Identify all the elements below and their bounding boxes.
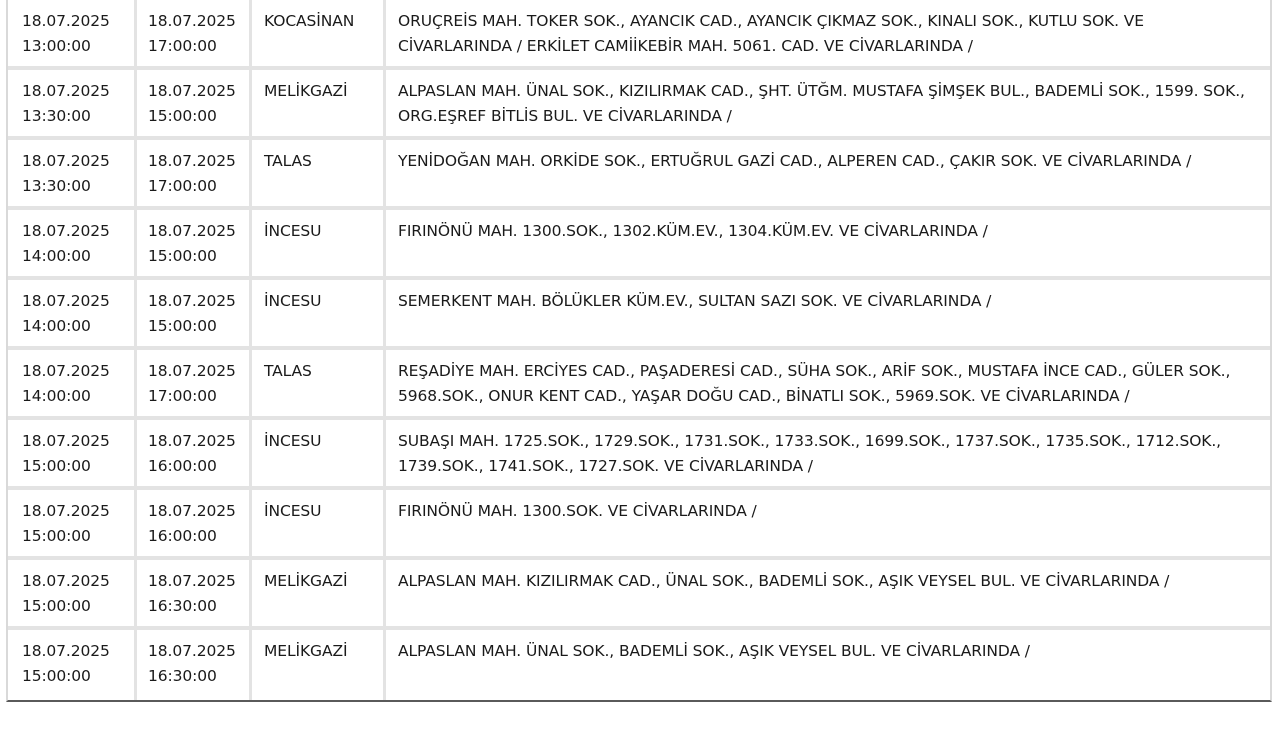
outage-table — [6, 0, 1272, 702]
start-time: 14:00:00 — [22, 317, 91, 335]
end-date: 18.07.2025 — [148, 152, 236, 170]
end-datetime-cell — [137, 420, 252, 490]
end-date: 18.07.2025 — [148, 362, 236, 380]
start-time: 14:00:00 — [22, 247, 91, 265]
end-date: 18.07.2025 — [148, 292, 236, 310]
start-time: 15:00:00 — [22, 597, 91, 615]
end-datetime-cell — [137, 490, 252, 560]
end-time: 16:30:00 — [148, 597, 217, 615]
end-time: 16:00:00 — [148, 457, 217, 475]
start-datetime-cell — [8, 630, 137, 700]
end-time: 17:00:00 — [148, 37, 217, 55]
end-time: 16:00:00 — [148, 527, 217, 545]
district-cell: İNCESU — [252, 280, 386, 350]
start-time: 13:30:00 — [22, 177, 91, 195]
end-time: 15:00:00 — [148, 247, 217, 265]
start-date: 18.07.2025 — [22, 502, 110, 520]
end-time: 16:30:00 — [148, 667, 217, 685]
table-row — [8, 280, 1270, 350]
start-time: 13:30:00 — [22, 107, 91, 125]
district-cell: İNCESU — [252, 210, 386, 280]
start-date: 18.07.2025 — [22, 362, 110, 380]
end-time: 15:00:00 — [148, 107, 217, 125]
end-time: 17:00:00 — [148, 177, 217, 195]
end-datetime-cell — [137, 140, 252, 210]
address-cell: FIRINÖNÜ MAH. 1300.SOK. VE CİVARLARINDA / — [386, 490, 1270, 560]
address-cell: REŞADİYE MAH. ERCİYES CAD., PAŞADERESİ CAD., SÜHA SOK., ARİF SOK., MUSTAFA İNCE CAD., GÜLER SOK., 5968.SOK., ONUR KENT CAD., YAŞAR DOĞU CAD., BİNATLI SOK., 5969.SOK. VE CİVARLARINDA / — [386, 350, 1270, 420]
start-date: 18.07.2025 — [22, 642, 110, 660]
end-time: 17:00:00 — [148, 387, 217, 405]
end-date: 18.07.2025 — [148, 642, 236, 660]
start-time: 15:00:00 — [22, 457, 91, 475]
end-datetime-cell — [137, 630, 252, 700]
end-date: 18.07.2025 — [148, 502, 236, 520]
table-row — [8, 210, 1270, 280]
table-row — [8, 140, 1270, 210]
end-time: 15:00:00 — [148, 317, 217, 335]
table-row — [8, 70, 1270, 140]
table-row — [8, 350, 1270, 420]
outage-table-container — [6, 0, 1272, 702]
start-datetime-cell — [8, 210, 137, 280]
address-cell: SUBAŞI MAH. 1725.SOK., 1729.SOK., 1731.SOK., 1733.SOK., 1699.SOK., 1737.SOK., 1735.SOK., 1712.SOK., 1739.SOK., 1741.SOK., 1727.SOK. VE CİVARLARINDA / — [386, 420, 1270, 490]
district-cell: MELİKGAZİ — [252, 630, 386, 700]
table-row — [8, 560, 1270, 630]
address-cell: SEMERKENT MAH. BÖLÜKLER KÜM.EV., SULTAN SAZI SOK. VE CİVARLARINDA / — [386, 280, 1270, 350]
start-date: 18.07.2025 — [22, 152, 110, 170]
end-datetime-cell — [137, 280, 252, 350]
start-time: 13:00:00 — [22, 37, 91, 55]
start-date: 18.07.2025 — [22, 572, 110, 590]
table-row — [8, 490, 1270, 560]
district-cell: İNCESU — [252, 420, 386, 490]
address-cell: ALPASLAN MAH. ÜNAL SOK., BADEMLİ SOK., AŞIK VEYSEL BUL. VE CİVARLARINDA / — [398, 642, 1030, 660]
start-date: 18.07.2025 — [22, 292, 110, 310]
district-cell: İNCESU — [252, 490, 386, 560]
district-cell: MELİKGAZİ — [252, 70, 386, 140]
start-date: 18.07.2025 — [22, 222, 110, 240]
start-datetime-cell — [8, 490, 137, 560]
start-time: 15:00:00 — [22, 527, 91, 545]
district-cell: TALAS — [252, 350, 386, 420]
district-cell: MELİKGAZİ — [252, 560, 386, 630]
district-cell: KOCASİNAN — [252, 0, 386, 70]
end-date: 18.07.2025 — [148, 222, 236, 240]
start-datetime-cell — [8, 350, 137, 420]
end-datetime-cell — [137, 70, 252, 140]
end-datetime-cell — [137, 350, 252, 420]
end-datetime-cell — [137, 210, 252, 280]
end-date: 18.07.2025 — [148, 12, 236, 30]
end-date: 18.07.2025 — [148, 432, 236, 450]
start-time: 15:00:00 — [22, 667, 91, 685]
start-date: 18.07.2025 — [22, 432, 110, 450]
district-cell: TALAS — [252, 140, 386, 210]
start-datetime-cell — [8, 0, 137, 70]
address-cell: ORUÇREİS MAH. TOKER SOK., AYANCIK CAD., AYANCIK ÇIKMAZ SOK., KINALI SOK., KUTLU SOK. VE CİVARLARINDA / ERKİLET CAMİİKEBİR MAH. 5061. CAD. VE CİVARLARINDA / — [386, 0, 1270, 70]
address-cell: YENİDOĞAN MAH. ORKİDE SOK., ERTUĞRUL GAZİ CAD., ALPEREN CAD., ÇAKIR SOK. VE CİVARLARINDA / — [386, 140, 1270, 210]
table-row — [8, 420, 1270, 490]
table-row — [8, 630, 1270, 700]
start-date: 18.07.2025 — [22, 82, 110, 100]
address-cell: FIRINÖNÜ MAH. 1300.SOK., 1302.KÜM.EV., 1304.KÜM.EV. VE CİVARLARINDA / — [386, 210, 1270, 280]
table-row — [8, 0, 1270, 70]
end-datetime-cell — [137, 560, 252, 630]
address-cell: ALPASLAN MAH. ÜNAL SOK., KIZILIRMAK CAD., ŞHT. ÜTĞM. MUSTAFA ŞİMŞEK BUL., BADEMLİ SOK., 1599. SOK., ORG.EŞREF BİTLİS BUL. VE CİVARLARINDA / — [386, 70, 1270, 140]
start-date: 18.07.2025 — [22, 12, 110, 30]
end-date: 18.07.2025 — [148, 82, 236, 100]
start-datetime-cell — [8, 70, 137, 140]
address-cell: ALPASLAN MAH. KIZILIRMAK CAD., ÜNAL SOK., BADEMLİ SOK., AŞIK VEYSEL BUL. VE CİVARLARINDA / — [386, 560, 1270, 630]
end-date: 18.07.2025 — [148, 572, 236, 590]
start-time: 14:00:00 — [22, 387, 91, 405]
end-datetime-cell — [137, 0, 252, 70]
start-datetime-cell — [8, 560, 137, 630]
start-datetime-cell — [8, 140, 137, 210]
start-datetime-cell — [8, 420, 137, 490]
start-datetime-cell — [8, 280, 137, 350]
